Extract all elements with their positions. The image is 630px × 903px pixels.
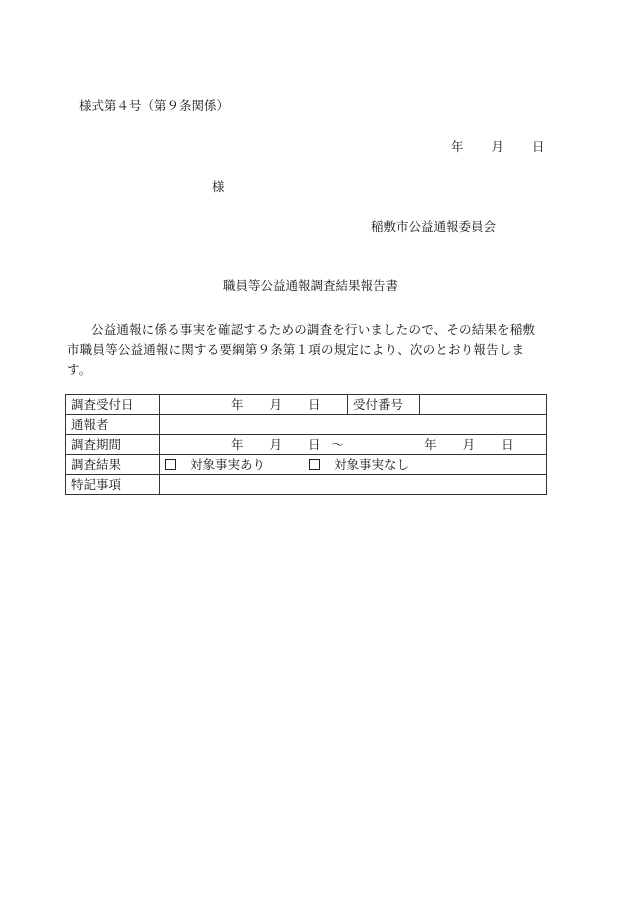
row-investigation-result <box>66 455 547 475</box>
period-end-day-label: 日 <box>501 437 514 452</box>
form-number: 様式第４号（第９条関係） <box>79 98 230 113</box>
row-receipt-date <box>66 395 547 415</box>
issuer-name: 稲敷市公益通報委員会 <box>371 219 497 234</box>
investigation-result-label: 調査結果 <box>66 455 160 475</box>
receipt-date-label: 調査受付日 <box>66 395 160 415</box>
period-separator: ～ <box>331 437 345 452</box>
special-notes-field[interactable] <box>160 475 547 495</box>
reporter-label: 通報者 <box>66 415 160 435</box>
date-day-label: 日 <box>532 139 545 154</box>
body-paragraph: 公益通報に係る事実を確認するための調査を行いましたので、その結果を稲敷市職員等公益通報に関する要綱第９条第１項の規定により、次のとおり報告します。 <box>67 322 536 377</box>
no-fact-checkbox[interactable] <box>309 459 320 470</box>
receipt-number-field[interactable] <box>420 395 547 415</box>
fact-exists-checkbox[interactable] <box>165 459 176 470</box>
row-special-notes <box>66 475 547 495</box>
special-notes-label: 特記事項 <box>66 475 160 495</box>
receipt-day-label: 日 <box>308 397 321 412</box>
row-investigation-period <box>66 435 547 455</box>
period-end-year-label: 年 <box>424 437 437 452</box>
addressee-suffix: 様 <box>212 179 225 194</box>
receipt-year-label: 年 <box>231 397 244 412</box>
investigation-result-field[interactable] <box>160 455 547 475</box>
period-start-year-label: 年 <box>231 437 244 452</box>
row-reporter <box>66 415 547 435</box>
period-start-month-label: 月 <box>269 437 283 452</box>
report-table <box>65 394 547 495</box>
date-line <box>451 137 545 155</box>
fact-exists-label: 対象事実あり <box>190 457 266 472</box>
receipt-month-label: 月 <box>269 397 283 412</box>
period-start-day-label: 日 <box>308 437 321 452</box>
period-end-month-label: 月 <box>462 437 476 452</box>
date-year-label: 年 <box>451 139 464 154</box>
receipt-number-label: 受付番号 <box>348 395 420 415</box>
document-title: 職員等公益通報調査結果報告書 <box>223 278 399 293</box>
investigation-period-field[interactable] <box>160 435 547 455</box>
no-fact-label: 対象事実なし <box>334 457 410 472</box>
investigation-period-label: 調査期間 <box>66 435 160 455</box>
reporter-field[interactable] <box>160 415 547 435</box>
receipt-date-field[interactable] <box>160 395 348 415</box>
date-month-label: 月 <box>491 139 505 154</box>
